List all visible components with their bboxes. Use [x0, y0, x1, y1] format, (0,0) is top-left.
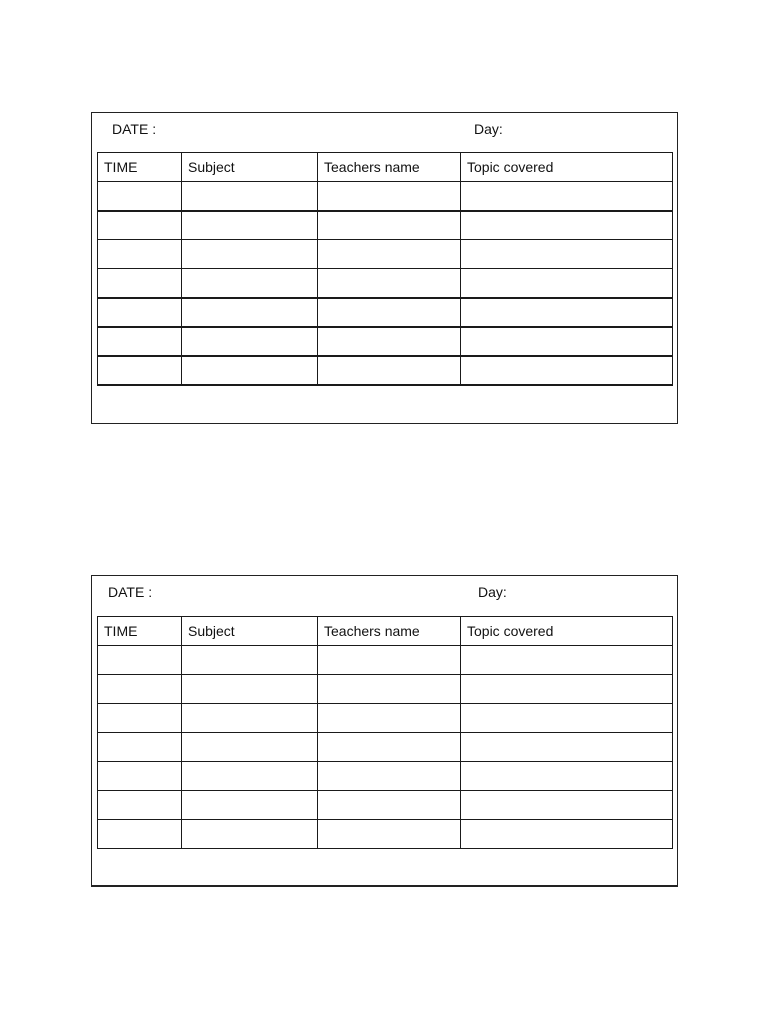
table-row — [98, 240, 673, 269]
topic-covered-cell[interactable] — [461, 791, 673, 820]
time-cell[interactable] — [98, 733, 182, 762]
topic-covered-cell[interactable] — [461, 211, 673, 240]
teachers-name-cell[interactable] — [318, 733, 461, 762]
subject-cell[interactable] — [182, 733, 318, 762]
timetable — [97, 152, 673, 386]
time-cell[interactable] — [98, 704, 182, 733]
column-header-subject: Subject — [182, 153, 318, 182]
topic-covered-cell[interactable] — [461, 820, 673, 849]
subject-cell[interactable] — [182, 356, 318, 385]
teachers-name-cell[interactable] — [318, 791, 461, 820]
table-header-row — [98, 153, 673, 182]
topic-covered-cell[interactable] — [461, 298, 673, 327]
topic-covered-cell[interactable] — [461, 762, 673, 791]
table-row — [98, 356, 673, 385]
table-row — [98, 298, 673, 327]
table-header-row — [98, 617, 673, 646]
time-cell[interactable] — [98, 240, 182, 269]
column-header-topic-covered: Topic covered — [461, 617, 673, 646]
column-header-time: TIME — [98, 617, 182, 646]
teachers-name-cell[interactable] — [318, 675, 461, 704]
table-row — [98, 791, 673, 820]
teachers-name-cell[interactable] — [318, 356, 461, 385]
day-label: Day: — [478, 584, 507, 600]
time-cell[interactable] — [98, 269, 182, 298]
teachers-name-cell[interactable] — [318, 820, 461, 849]
column-header-teachers-name: Teachers name — [318, 617, 461, 646]
time-cell[interactable] — [98, 762, 182, 791]
topic-covered-cell[interactable] — [461, 269, 673, 298]
table-row — [98, 820, 673, 849]
day-label: Day: — [474, 121, 503, 137]
subject-cell[interactable] — [182, 675, 318, 704]
timetable-card — [91, 112, 678, 424]
topic-covered-cell[interactable] — [461, 182, 673, 211]
date-label: DATE : — [112, 121, 157, 137]
table-row — [98, 733, 673, 762]
topic-covered-cell[interactable] — [461, 704, 673, 733]
subject-cell[interactable] — [182, 820, 318, 849]
time-cell[interactable] — [98, 327, 182, 356]
time-cell[interactable] — [98, 646, 182, 675]
subject-cell[interactable] — [182, 704, 318, 733]
time-cell[interactable] — [98, 356, 182, 385]
subject-cell[interactable] — [182, 791, 318, 820]
teachers-name-cell[interactable] — [318, 298, 461, 327]
topic-covered-cell[interactable] — [461, 240, 673, 269]
table-row — [98, 182, 673, 211]
teachers-name-cell[interactable] — [318, 646, 461, 675]
subject-cell[interactable] — [182, 646, 318, 675]
topic-covered-cell[interactable] — [461, 733, 673, 762]
table-row — [98, 211, 673, 240]
topic-covered-cell[interactable] — [461, 327, 673, 356]
timetable — [97, 616, 673, 849]
teachers-name-cell[interactable] — [318, 240, 461, 269]
teachers-name-cell[interactable] — [318, 211, 461, 240]
table-row — [98, 327, 673, 356]
topic-covered-cell[interactable] — [461, 356, 673, 385]
subject-cell[interactable] — [182, 240, 318, 269]
time-cell[interactable] — [98, 791, 182, 820]
teachers-name-cell[interactable] — [318, 762, 461, 791]
teachers-name-cell[interactable] — [318, 182, 461, 211]
time-cell[interactable] — [98, 675, 182, 704]
time-cell[interactable] — [98, 182, 182, 211]
subject-cell[interactable] — [182, 269, 318, 298]
time-cell[interactable] — [98, 298, 182, 327]
table-row — [98, 762, 673, 791]
subject-cell[interactable] — [182, 211, 318, 240]
subject-cell[interactable] — [182, 298, 318, 327]
teachers-name-cell[interactable] — [318, 704, 461, 733]
timetable-card — [91, 575, 678, 887]
column-header-time: TIME — [98, 153, 182, 182]
teachers-name-cell[interactable] — [318, 269, 461, 298]
subject-cell[interactable] — [182, 182, 318, 211]
topic-covered-cell[interactable] — [461, 675, 673, 704]
date-label: DATE : — [108, 584, 153, 600]
column-header-teachers-name: Teachers name — [318, 153, 461, 182]
subject-cell[interactable] — [182, 762, 318, 791]
subject-cell[interactable] — [182, 327, 318, 356]
table-row — [98, 269, 673, 298]
column-header-topic-covered: Topic covered — [461, 153, 673, 182]
column-header-subject: Subject — [182, 617, 318, 646]
table-row — [98, 704, 673, 733]
time-cell[interactable] — [98, 820, 182, 849]
teachers-name-cell[interactable] — [318, 327, 461, 356]
time-cell[interactable] — [98, 211, 182, 240]
topic-covered-cell[interactable] — [461, 646, 673, 675]
table-row — [98, 675, 673, 704]
table-row — [98, 646, 673, 675]
